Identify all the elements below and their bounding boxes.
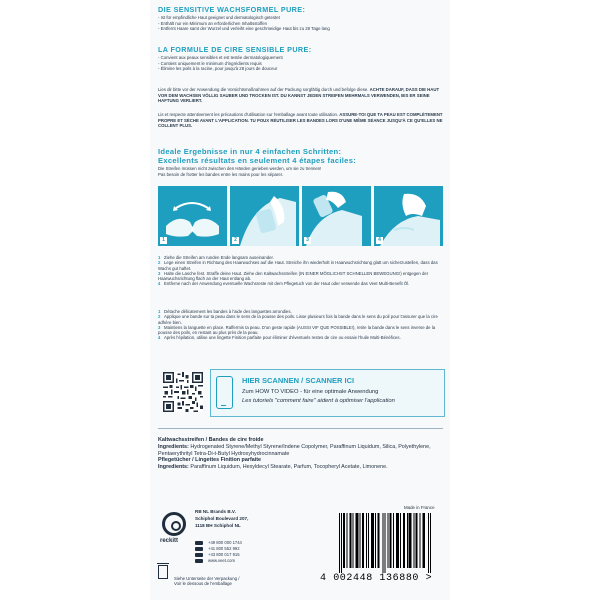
barcode-number: 4 002448 136880 >	[320, 573, 433, 584]
website[interactable]: www.veet.com	[195, 558, 242, 564]
reckitt-logo-icon	[162, 512, 186, 536]
hand-pulling-strip-icon	[302, 186, 371, 246]
company-name: RB NL Brands B.V.	[195, 509, 236, 514]
de-warning	[158, 87, 443, 104]
de-bullet: - Entfernt Haare samt der Wurzel und verleiht eine geschmeidige Haut bis zu 28 Tage lang	[158, 26, 330, 32]
recycling-bin-icon	[158, 565, 168, 579]
step-illustrations	[158, 186, 443, 246]
hand-applying-strip-icon	[230, 186, 299, 246]
scan-line-fr: Les tutoriels "comment faire" aident à optimiser l'application	[242, 398, 395, 404]
de-formula-title: DIE SENSITIVE WACHSFORMEL PURE:	[158, 5, 306, 14]
fr-bullet: - Contient uniquement le minimum d'ingrédients requis	[158, 60, 262, 66]
de-formula-section	[158, 5, 443, 32]
qr-code[interactable]	[163, 372, 203, 412]
phone-de: +49 800 000 1744	[195, 540, 242, 546]
strips-ingredients-label: Ingredients:	[158, 443, 189, 450]
de-bullet: - Enthält nur ein Minimum an erforderlichen Inhaltsstoffen	[158, 20, 268, 26]
step-fr-2: 2 Applique une bande sur ta peau dans le sens de la pousse des poils. Lisse plusieurs fois la bande dans le sens du poil pour t'assurer que la cire adhère bien.	[158, 314, 438, 325]
rub-note-de: Die Streifen müssen nicht zwischen den Händen gerieben werden, um sie zu trennen!	[158, 166, 322, 171]
recycling-note-fr: Voir le dessous de l'emballage	[174, 581, 232, 587]
chevron-right-icon: >	[425, 573, 433, 584]
wipes-ingredients-text: Paraffinum Liquidum, Hexyldecyl Stearate, Parfum, Tocopheryl Acetate, Limonene.	[190, 464, 388, 471]
recycling-note-de: Siehe Unterseite der Verpackung /	[174, 576, 240, 581]
de-warning-bold: ACHTE DARAUF, DASS DIE HAUT VOR DEM WACHSEN VÖLLIG SAUBER UND TROCKEN IST. DU KANNST JEDEN STREIFEN MEHRMALS VERWENDEN, BIS ER SEINE HAFTUNG VERLIERT.	[158, 87, 440, 104]
contact-list	[195, 540, 242, 564]
fr-bullet: - Convient aux peaux sensibles et est testée dermatologiquement	[158, 55, 283, 60]
scan-here-box[interactable]	[210, 369, 445, 417]
qr-code-icon	[163, 372, 203, 412]
company-address	[195, 508, 248, 529]
steps-heading	[158, 147, 443, 177]
step-de-3: 3 Halte die Lasche fest. Straffe deine Haut. Ziehe den Kaltwachsstreifen (IN EINER MÖGLICHST SCHNELLEN BEWEGUNG!) entgegen der Haarwuchsrichtung flach an der Haut entlang ab.	[158, 270, 429, 282]
step-fr-4: 4 Après l'épilation, utilise une lingette Finition parfaite pour éliminer d'éventuels restes de cire ou essaie l'huile Multi-Bénéfices.	[158, 335, 401, 341]
step-fr-1: 1 Détache délicatement les bandes à l'aide des languettes arrondies.	[158, 309, 292, 314]
web-icon	[195, 559, 203, 563]
hands-separating-strip-icon	[158, 186, 227, 246]
fr-warning-bold: ASSURE-TOI QUE TA PEAU EST COMPLÈTEMENT PROPRE ET SÈCHE AVANT L'APPLICATION. TU POUX RÉUTILISER LES BANDES LORS D'UNE MÊME SÉANCE JUSQU'À CE QU'ELLES NE COLLENT PLUS.	[158, 112, 443, 129]
fr-warning	[158, 112, 443, 129]
strips-title: Kaltwachsstreifen / Bandes de cire froide	[158, 437, 264, 443]
ingredients-section	[158, 437, 443, 471]
reckitt-wordmark: reckitt	[160, 538, 179, 544]
step-de-1: 1 Ziehe die Streifen am runden Ende langsam auseinander.	[158, 255, 274, 260]
phone-at: +43 800 017 915	[195, 552, 242, 558]
steps-de-list	[158, 255, 443, 287]
hand-wiping-skin-icon	[374, 186, 443, 246]
divider	[158, 428, 443, 429]
steps-fr-list	[158, 309, 443, 341]
made-in-label: Made in France	[404, 505, 435, 510]
company-street: Schiphol Boulevard 207,	[195, 516, 249, 521]
smartphone-icon	[216, 376, 233, 409]
fr-formula-section	[158, 45, 443, 72]
step-number: 4	[376, 237, 383, 244]
steps-heading-de: Ideale Ergebnisse in nur 4 einfachen Schritten:	[158, 147, 342, 156]
de-bullet: - Ist für empfindliche Haut geeignet und dermatologisch getestet	[158, 15, 280, 20]
wipes-title: Pflegetücher / Lingettes Finition parfaite	[158, 457, 262, 464]
recycling-note	[174, 576, 239, 587]
step-illustration-1	[158, 186, 227, 246]
step-number: 2	[232, 237, 239, 244]
fr-formula-title: LA FORMULE DE CIRE SENSIBLE PURE:	[158, 45, 312, 54]
flag-ch-icon	[195, 547, 203, 551]
step-illustration-2	[230, 186, 299, 246]
scan-title: HIER SCANNEN / SCANNER ICI	[242, 376, 355, 385]
company-city: 1118 BH Schiphol NL	[195, 523, 241, 528]
step-fr-3: 3 Maintiens la languette en place. Raffermis ta peau. D'un geste rapide (AUSSI VIF QUE POSSIBLE!), retire la bande dans le sens inverse de la pousse des poils, en restant au plus près de la peau.	[158, 324, 436, 336]
step-de-4: 4 Entferne nach der Anwendung eventuelle Wachsreste mit dem Pflegetuch von der Haut oder verwende das Veet Multi-Benefit Öl.	[158, 281, 410, 287]
barcode-bars	[339, 513, 431, 573]
de-warning-text: Lies dir bitte vor der Anwendung die Vorsichtsmaßnahmen auf der Packung sorgfältig durch und befolge diese.	[158, 87, 370, 92]
step-de-2: 2 Lege einen Streifen in Richtung des Haarwuchses auf die Haut. Streiche ihn wiederholt in Haarwuchsrichtung glatt um sicherzustellen, dass das Wachs gut haftet.	[158, 260, 438, 271]
scan-line-de: Zum HOW TO VIDEO - für eine optimale Anwendung	[242, 389, 379, 395]
step-illustration-3	[302, 186, 371, 246]
phone-ch: +41 800 552 992	[195, 546, 242, 552]
step-illustration-4	[374, 186, 443, 246]
step-number: 3	[304, 237, 311, 244]
fr-warning-text: Lis et respecte attentivement les précautions d'utilisation sur l'emballage avant toute utilisation.	[158, 112, 340, 117]
wipes-ingredients-label: Ingredients:	[158, 464, 189, 471]
flag-de-icon	[195, 541, 203, 545]
barcode-icon	[339, 513, 431, 573]
strips-ingredients-text: Hydrogenated Styrene/Methyl Styrene/Indene Copolymer, Paraffinum Liquidum, Silica, Polyethylene, Pentaerythrityl Tetra-Di-t-Butyl Hydroxyhydrocinnamate	[158, 443, 431, 457]
flag-at-icon	[195, 553, 203, 557]
steps-heading-fr: Excellents résultats en seulement 4 étapes faciles:	[158, 156, 357, 165]
fr-bullet: - Élimine les poils à la racine, pour jusqu'à 28 jours de douceur	[158, 66, 278, 72]
rub-note-fr: Pas besoin de frotter les bandes entre les mains pour les séparer.	[158, 171, 284, 177]
step-number: 1	[160, 237, 167, 244]
